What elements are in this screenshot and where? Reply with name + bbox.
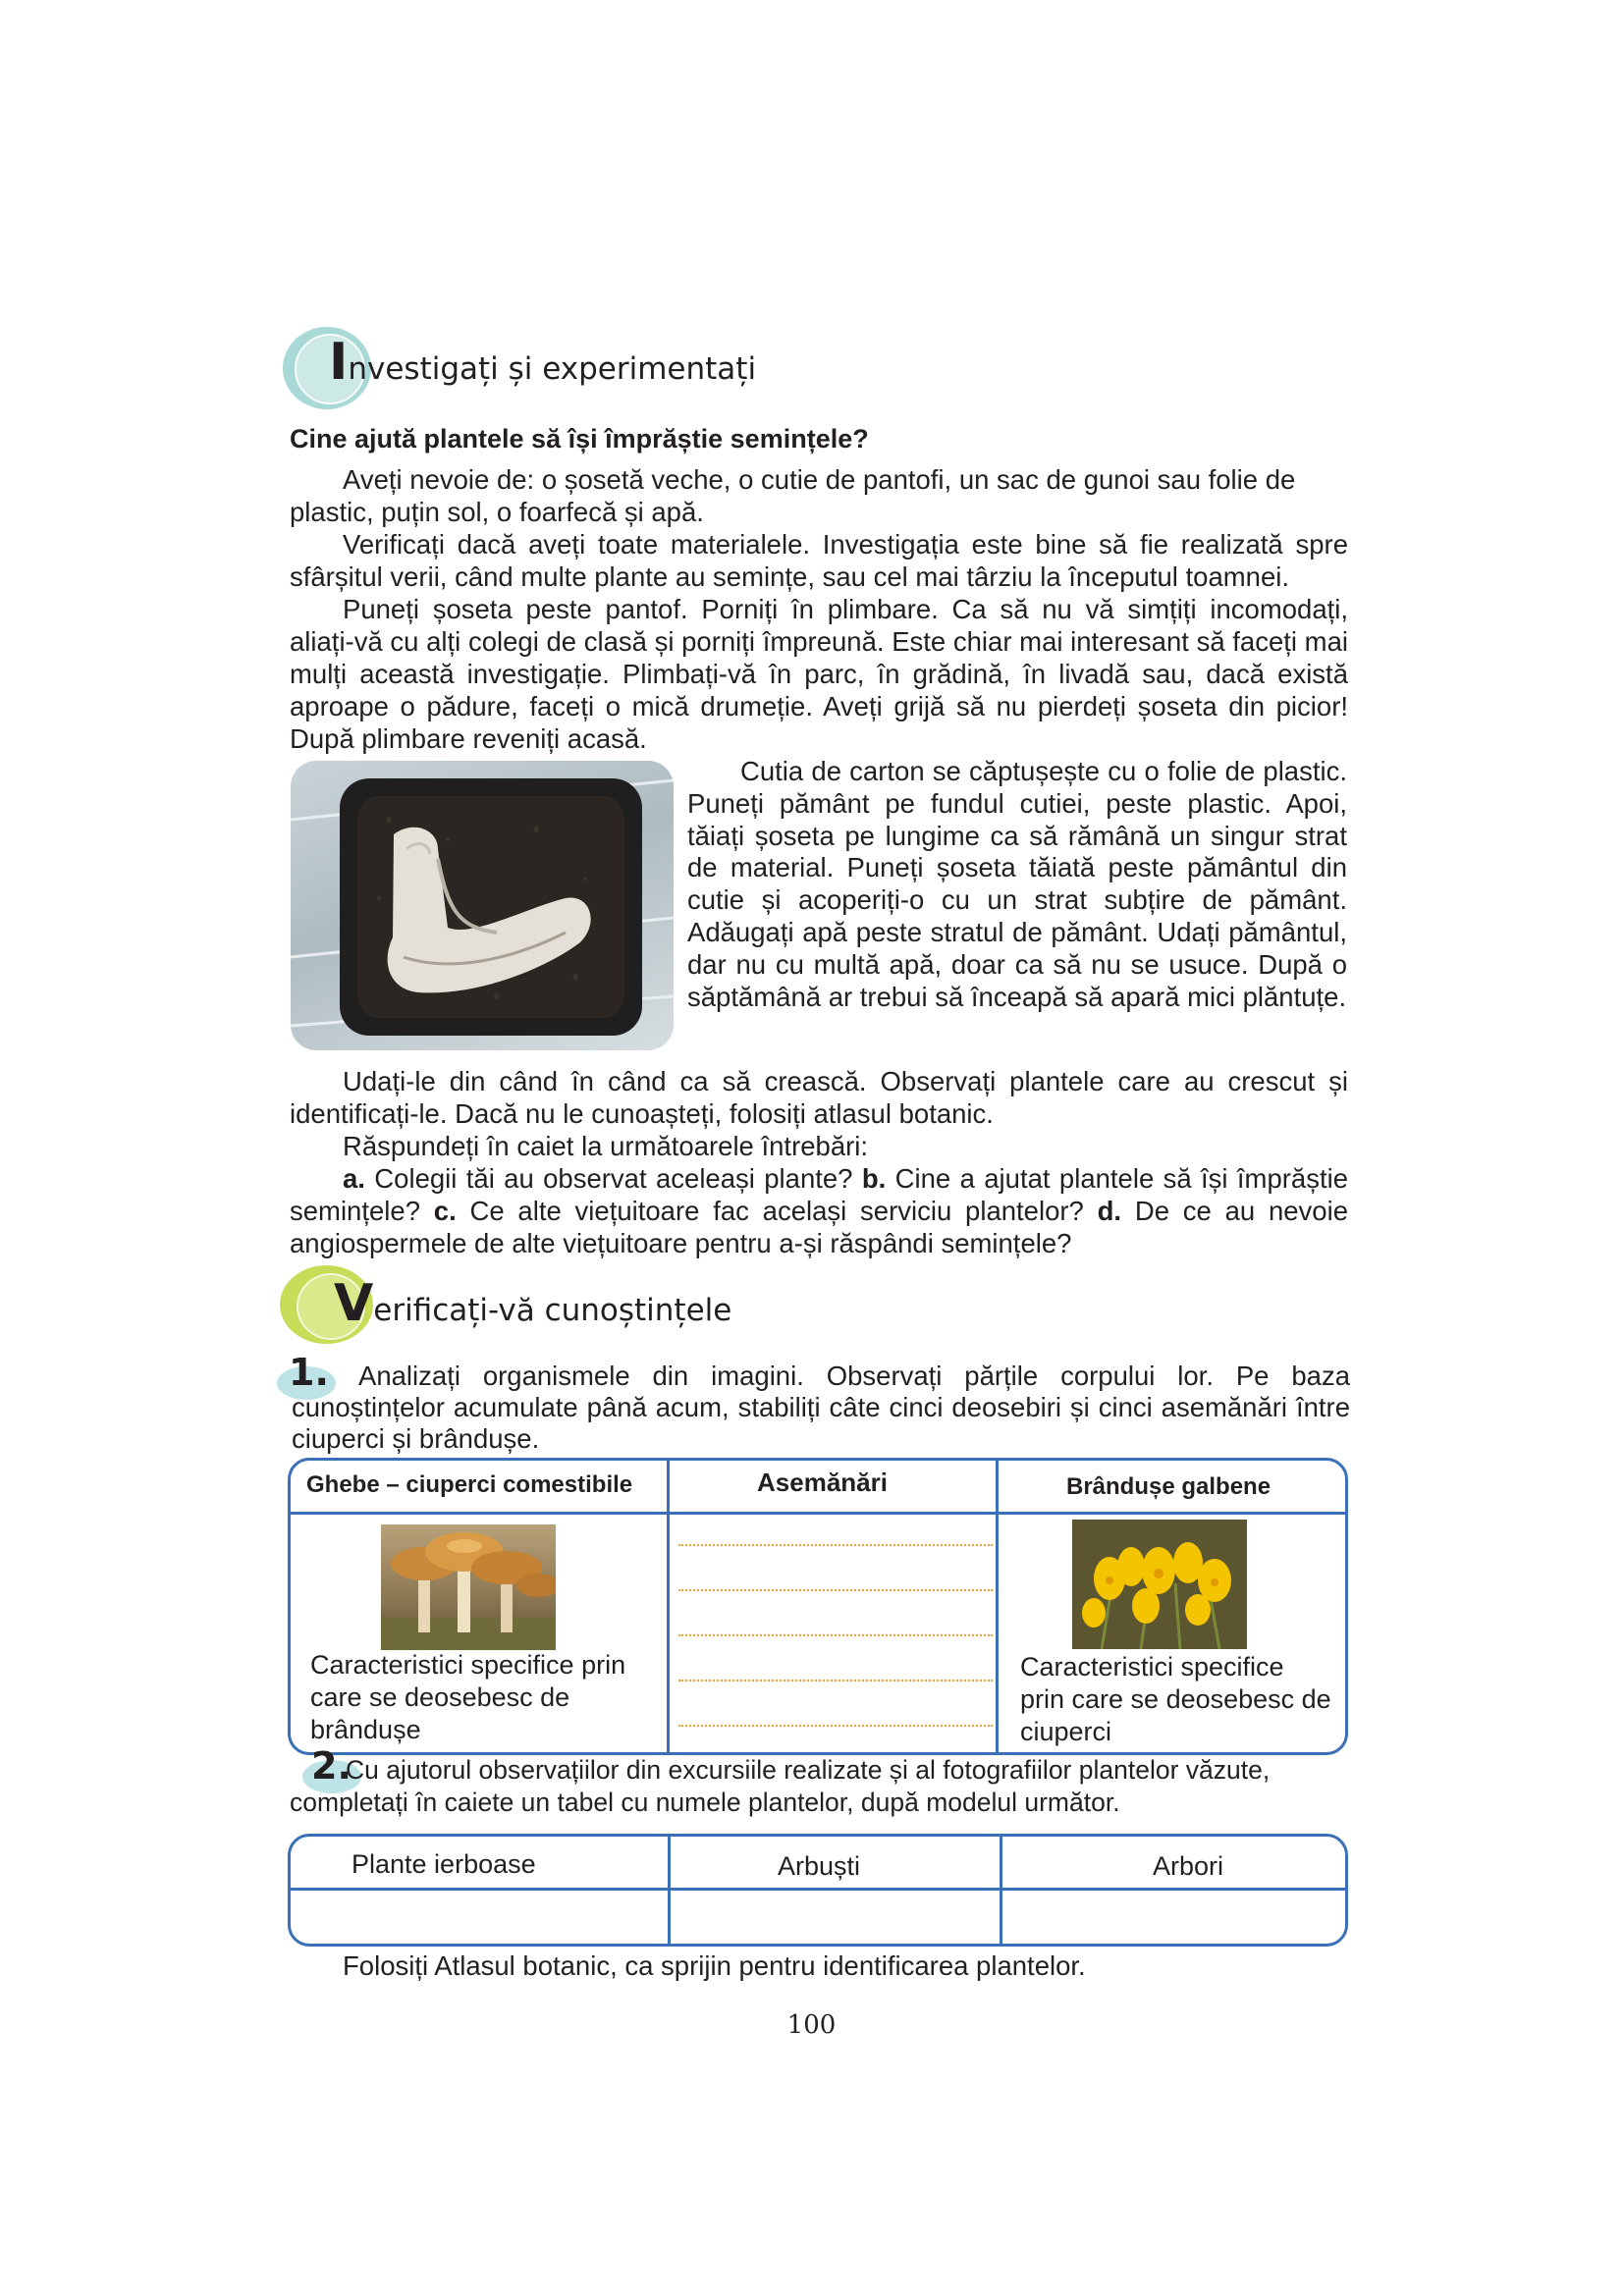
heading-text: erificați-vă cunoștințele [373,1293,732,1328]
table1-header-similarities: Asemănări [757,1468,888,1497]
sock-in-box-photo [291,761,674,1050]
table2-header-shrubs: Arbuști [778,1851,861,1881]
crocus-photo [1072,1520,1247,1649]
section-heading-investigate [275,319,825,407]
table1-header-mushrooms: Ghebe – ciuperci comestibile [306,1471,633,1498]
question-a: Colegii tăi au observat aceleași plante? [364,1163,862,1194]
question-d: De ce au nevoie angiospermele de alte viețuitoare pentru a-și răspândi semințele? [290,1196,1348,1258]
heading-text: nvestigați și experimentați [348,351,757,387]
page-number: 100 [786,2010,837,2040]
question-a-label: a. [343,1163,365,1194]
exercise-2-text-line2: completați în caiete un tabel cu numele plantelor, după modelul următor. [290,1788,1120,1817]
heading-initial: V [334,1274,374,1333]
question-d-label: d. [1097,1196,1122,1226]
comparison-table [288,1458,1348,1755]
exercise-2-text-line1: Cu ajutorul observațiilor din excursiile realizate și al fotografiilor plantelor văzute, [346,1755,1271,1785]
exercise-1-text: Analizați organismele din imagini. Observați părțile corpului lor. Pe baza cunoștințelor acumulate până acum, stabiliți câte cinci deosebiri și cinci asemănări între ciuperci și brândușe. [292,1361,1350,1454]
plants-table [288,1834,1348,1947]
table2-header-trees: Arbori [1153,1851,1224,1881]
questions-list [290,1162,1348,1259]
paragraph-walk: Puneți șoseta peste pantof. Porniți în plimbare. Ca să nu vă simțiți incomodați, aliați-vă cu alți colegi de clasă și porniți împreună. Este chiar mai interesant să faceți mai mulți această investigație. Plimbați-vă în parc, în grădină, în livadă sau, dacă există aproape o pădure, faceți o mică drumeție. Aveți grijă să nu pierdeți șoseta din picior! După plimbare reveniți acasă. [290,594,1348,754]
question-c-label: c. [433,1196,457,1226]
atlas-note: Folosiți Atlasul botanic, ca sprijin pentru identificarea plantelor. [343,1950,1086,1981]
paragraph-answer: Răspundeți în caiet la următoarele întrebări: [343,1131,869,1161]
table1-mushroom-differences: Caracteristici specifice prin care se deosebesc de brândușe [310,1650,626,1744]
investigation-question: Cine ajută plantele să își împrăștie semințele? [290,424,869,454]
table1-crocus-differences: Caracteristici specifice prin care se deosebesc de ciuperci [1020,1652,1331,1746]
paragraph-materials-line1: Aveți nevoie de: o șosetă veche, o cutie de pantofi, un sac de gunoi sau folie de [343,464,1296,495]
heading-initial: I [329,333,349,392]
question-b-label: b. [861,1163,887,1194]
question-c: Ce alte viețuitoare fac același serviciu plantelor? [456,1196,1098,1226]
paragraph-water: Udați-le din când în când ca să crească. Observați plantele care au crescut și identificați-le. Dacă nu le cunoașteți, folosiți atlasul botanic. [290,1066,1348,1129]
sock-box-illustration [291,761,674,1050]
question-b: Cine a ajutat plantele să își împrăștie semințele? [290,1163,1348,1226]
table1-header-crocus: Brândușe galbene [1066,1473,1271,1500]
paragraph-materials-line2: plastic, puțin sol, o foarfecă și apă. [290,497,704,527]
section-heading-verify [275,1261,825,1350]
exercise-2-number: 2. [311,1744,352,1788]
paragraph-verify: Verificați dacă aveți toate materialele. Investigația este bine să fie realizată spre sfârșitul verii, când multe plante au semințe, sau cel mai târziu la începutul toamnei. [290,529,1348,592]
table2-header-herbaceous: Plante ierboase [352,1849,536,1879]
mushrooms-photo [381,1524,556,1650]
exercise-1-number: 1. [289,1351,329,1394]
paragraph-box-instructions: Cutia de carton se căptușește cu o folie de plastic. Puneți pământ pe fundul cutiei, peste plastic. Apoi, tăiați șoseta pe lungime ca să rămână un singur strat de material. Puneți șoseta tăiată peste pământul din cutie și acoperiți-o cu un strat subțire de pământ. Adăugați apă peste stratul de pământ. Udați pământul, dar nu cu multă apă, doar ca să nu se usuce. După o săptămână ar trebui să înceapă să apară mici plăntuțe. [687,756,1347,1012]
